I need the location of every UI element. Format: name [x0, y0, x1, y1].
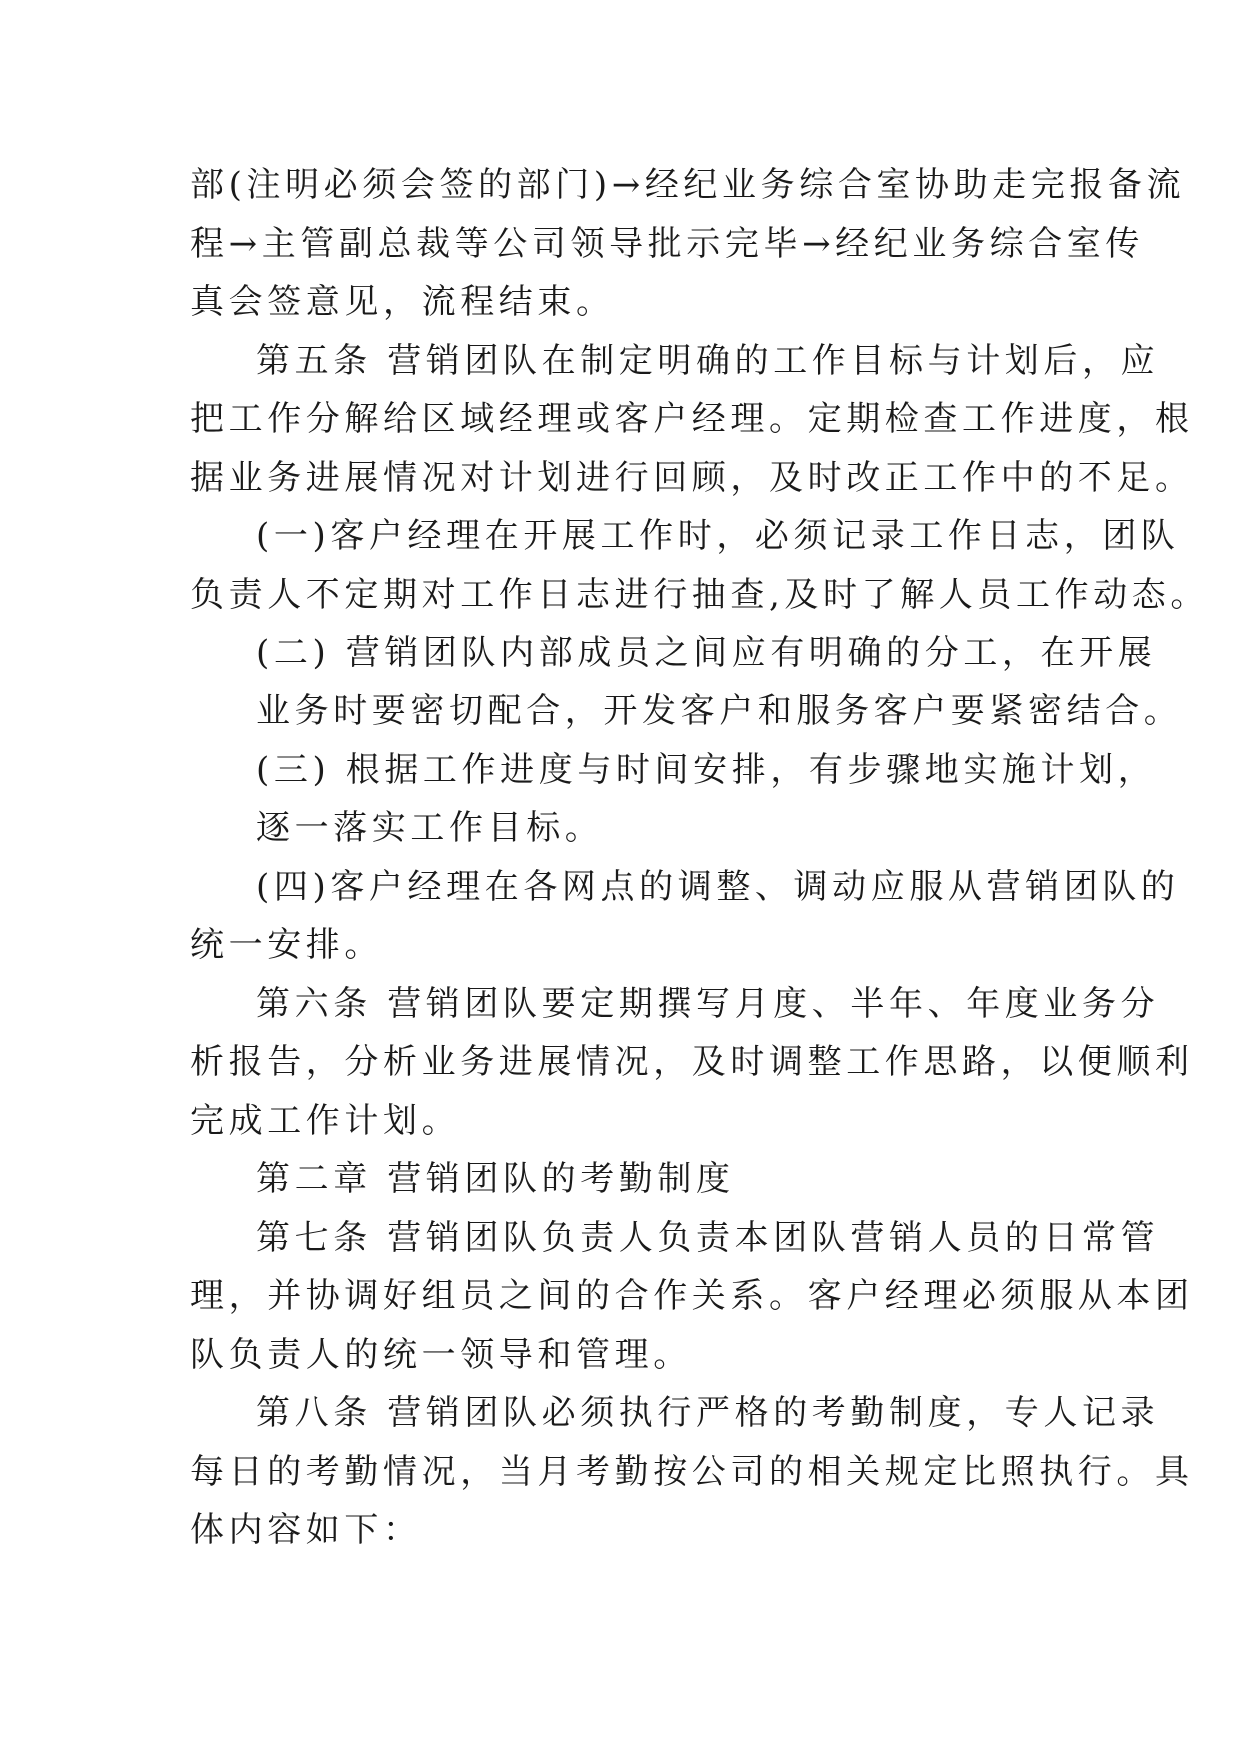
text-line: 程→主管副总裁等公司领导批示完毕→经纪业务综合室传 — [190, 224, 1144, 264]
text-line: 第六条 营销团队要定期撰写月度、半年、年度业务分 — [256, 984, 1160, 1024]
text-line: 把工作分解给区域经理或客户经理。定期检查工作进度，根 — [190, 399, 1194, 439]
text-line: 每日的考勤情况，当月考勤按公司的相关规定比照执行。具 — [190, 1452, 1194, 1492]
text-line: (三) 根据工作进度与时间安排，有步骤地实施计划， — [256, 750, 1157, 790]
text-line: 体内容如下： — [190, 1510, 422, 1550]
text-line: 据业务进展情况对计划进行回顾，及时改正工作中的不足。 — [190, 458, 1194, 498]
text-line: 第五条 营销团队在制定明确的工作目标与计划后，应 — [256, 341, 1160, 381]
text-line: (二) 营销团队内部成员之间应有明确的分工，在开展 — [256, 633, 1157, 673]
text-line: 第八条 营销团队必须执行严格的考勤制度，专人记录 — [256, 1393, 1160, 1433]
text-line: 理，并协调好组员之间的合作关系。客户经理必须服从本团 — [190, 1276, 1194, 1316]
text-line: 完成工作计划。 — [190, 1101, 461, 1141]
text-line: 业务时要密切配合，开发客户和服务客户要紧密结合。 — [256, 691, 1183, 731]
text-line: 统一安排。 — [190, 925, 383, 965]
text-line: 队负责人的统一领导和管理。 — [190, 1335, 692, 1375]
text-line: 析报告，分析业务进展情况，及时调整工作思路，以便顺利 — [190, 1042, 1194, 1082]
text-line: 第七条 营销团队负责人负责本团队营销人员的日常管 — [256, 1218, 1160, 1258]
text-line: (一)客户经理在开展工作时，必须记录工作日志，团队 — [256, 516, 1180, 556]
text-line: (四)客户经理在各网点的调整、调动应服从营销团队的 — [256, 867, 1180, 907]
text-line: 逐一落实工作目标。 — [256, 808, 604, 848]
chapter-heading: 第二章 营销团队的考勤制度 — [256, 1159, 735, 1199]
text-line: 负责人不定期对工作日志进行抽查,及时了解人员工作动态。 — [190, 575, 1210, 615]
text-line: 真会签意见，流程结束。 — [190, 282, 615, 322]
text-line: 部(注明必须会签的部门)→经纪业务综合室协助走完报备流 — [190, 165, 1186, 205]
